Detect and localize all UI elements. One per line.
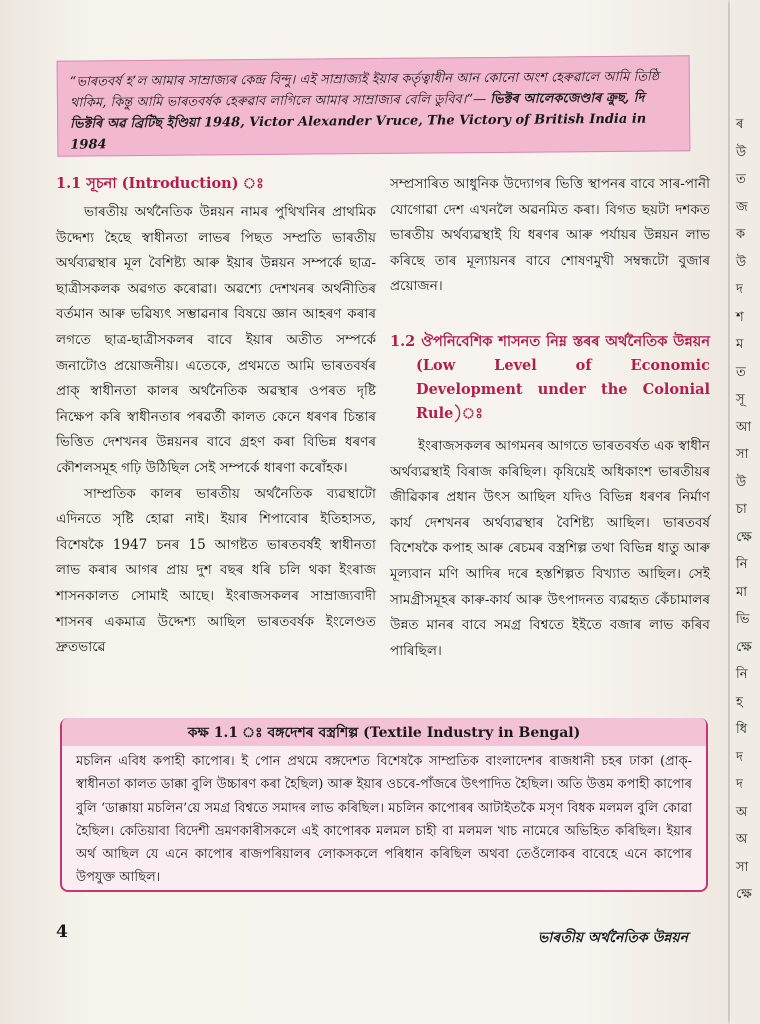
next-page-char: জ bbox=[736, 199, 748, 215]
textile-box bbox=[60, 718, 708, 892]
section-heading-2-assamese: 1.2 ঔপনিবেশিক শাসনত নিম্ন স্তৰৰ অৰ্থনৈতিক উন্নয়ন bbox=[390, 332, 710, 350]
right-column bbox=[390, 172, 710, 664]
next-page-char: চা bbox=[736, 502, 747, 517]
textile-box-body: মচলিন এবিধ কপাহী কাপোৰ। ই পোন প্ৰথমে বঙ্গদেশত বিশেষকৈ সাম্প্ৰতিক বাংলাদেশৰ ৰাজধানী চহৰ ঢাকা (প্ৰাক্-স্বাধীনতা কালত ডাক্কা বুলি উচ্চাৰণ কৰা হৈছিল) আৰু ইয়াৰ ওচৰে-পাঁজৰে উৎপাদিত হৈছিল। অতি উত্তম কপাহী কাপোৰ বুলি ‘ডাক্কায়া মচলিন’য়ে সমগ্ৰ বিশ্বতে সমাদৰ লাভ কৰিছিল। মচলিন কাপোৰৰ আটাইতকৈ মসৃণ বিধক মলমল বুলি কোৱা হৈছিল। কেতিয়াবা বিদেশী ভ্ৰমণকাৰীসকলে এই কাপোৰক মলমল চাহী বা মলমল খাচ নামেৰে অভিহিত কৰিছিল। ইয়াৰ অৰ্থ আছিল যে এনে কাপোৰ ৰাজপৰিয়ালৰ লোকসকলে পৰিধান কৰিছিল অথবা তেওঁলোকৰ বাবেহে এনে কাপোৰ উপযুক্ত আছিল। bbox=[76, 754, 692, 886]
next-page-char: সা bbox=[736, 859, 749, 875]
page-number: 4 bbox=[56, 922, 68, 942]
next-page-char: দ bbox=[736, 282, 743, 297]
section1-paragraph-2-continued: সম্প্ৰসাৰিত আধুনিক উদ্যোগৰ ভিত্তি স্থাপনৰ বাবে সাৰ-পানী যোগোৱা দেশ এখনলৈ অৱনমিত কৰা। বিগত ছয়টা দশকত ভাৰতীয় অৰ্থব্যৱস্থাই যি ধৰণৰ আৰু পৰ্যায়ৰ উন্নয়ন লাভ কৰিছে তাৰ মূল্যায়নৰ বাবে শোষণমুখী সম্বন্ধটো বুজাৰ প্ৰয়োজন। bbox=[390, 176, 710, 295]
next-page-char: উ bbox=[736, 254, 747, 270]
next-page-char: ৰ bbox=[736, 117, 744, 132]
next-page-char: ত bbox=[736, 364, 746, 380]
book-title: ভাৰতীয় অৰ্থনৈতিক উন্নয়ন bbox=[537, 930, 688, 946]
next-page-char: দ bbox=[736, 777, 743, 792]
section-heading-2 bbox=[390, 330, 710, 426]
next-page-char: আ bbox=[736, 419, 752, 435]
next-page-char: ম bbox=[736, 337, 744, 352]
textile-box-title: কক্ষ 1.1 ঃ বঙ্গদেশৰ বস্ত্ৰশিল্প (Textile Industry in Bengal) bbox=[62, 718, 706, 746]
next-page-char: শ bbox=[736, 309, 744, 325]
quote-text: “ভাৰতবৰ্ষ হ’ল আমাৰ সাম্ৰাজ্যৰ কেন্দ্ৰ বিন্দু। এই সাম্ৰাজ্যই ইয়াৰ কৰ্তৃত্বাধীন আন কোনো অংশ হেৰুৱালে আমি তিষ্ঠি থাকিম, কিন্তু আমি ভাৰতবৰ্ষক হেৰুৱাব লাগিলে আমাৰ সাম্ৰাজ্যৰ বেলি ডুবিব।”— bbox=[69, 69, 660, 111]
next-page-char: নি bbox=[736, 557, 748, 572]
next-page-char: মা bbox=[736, 584, 747, 600]
next-page-char: ক্ষে bbox=[736, 529, 752, 545]
section2-paragraph-1: ইংৰাজসকলৰ আগমনৰ আগতে ভাৰতবৰ্ষত এক স্বাধীন অৰ্থব্যৱস্থাই বিৰাজ কৰিছিল। কৃষিয়েই অধিকাংশ ভাৰতীয়ৰ জীৱিকাৰ প্ৰধান উৎস আছিল যদিও বিভিন্ন ধৰণৰ নিৰ্মাণ কাৰ্য দেশখনৰ অৰ্থব্যৱস্থাৰ বৈশিষ্ট্য আছিল। ভাৰতবৰ্ষ বিশেষকৈ কপাহ আৰু ৰেচমৰ বস্ত্ৰশিল্প তথা বিভিন্ন ধাতু আৰু মূল্যবান মণি আদিৰ দৰে হস্তশিল্পত বিখ্যাত আছিল। সেই সামগ্ৰীসমূহৰ কাৰু-কাৰ্য আৰু উৎপাদনত ব্যৱহৃত কেঁচামালৰ উন্নত মানৰ বাবে সমগ্ৰ বিশ্বতে ইইতে বজাৰ লাভ কৰিব পাৰিছিল। bbox=[390, 437, 710, 659]
next-page-char: ক্ষে bbox=[736, 639, 752, 655]
next-page-char: সূ bbox=[736, 392, 745, 407]
section-heading-1: 1.1 সূচনা (Introduction) ঃ bbox=[56, 175, 264, 192]
next-page-char: সা bbox=[736, 447, 749, 462]
next-page-char: ভি bbox=[736, 612, 750, 627]
section-heading-2-english: (Low Level of Economic Development under the Colonial Rule)ঃ bbox=[416, 356, 710, 422]
next-page-char: অ bbox=[736, 804, 748, 820]
next-page-char: দ bbox=[736, 749, 743, 765]
next-page-char: উ bbox=[736, 474, 747, 490]
next-page-char: ধি bbox=[736, 722, 748, 737]
section1-paragraph-1: ভাৰতীয় অৰ্থনৈতিক উন্নয়ন নামৰ পুথিখনিৰ প্ৰাথমিক উদ্দেশ্য হৈছে স্বাধীনতা লাভৰ পিছত সম্প্ৰতি ভাৰতীয় অৰ্থব্যৱস্থাৰ মূল বৈশিষ্ট্য আৰু ইয়াৰ উন্নয়ন সম্পৰ্কে ছাত্ৰ-ছাত্ৰীসকলক অৱগত কৰোৱা। অৱশ্যে দেশখনৰ অৰ্থনীতিৰ বৰ্তমান আৰু ভৱিষ্যৎ সম্ভাৱনাৰ বিষয়ে জ্ঞান আহৰণ কৰাৰ লগতে ছাত্ৰ-ছাত্ৰীসকলৰ বাবে ইয়াৰ অতীত সম্পৰ্কে জনাটোও প্ৰয়োজনীয়। এতেকে, প্ৰথমতে আমি ভাৰতবৰ্ষৰ প্ৰাক্ স্বাধীনতা কালৰ অৰ্থনৈতিক অৱস্থাৰ ওপৰত দৃষ্টি নিক্ষেপ কৰি স্বাধীনতাৰ পৰৱৰ্তী কালত কেনে ধৰণৰ চিন্তাৰ ভিত্তিত দেশখনৰ উন্নয়নৰ বাবে গ্ৰহণ কৰা বিভিন্ন ধৰণৰ কৌশলসমূহ গঢ়ি উঠিছিল সেই সম্পৰ্কে ধাৰণা কৰোঁহক। bbox=[56, 204, 376, 476]
next-page-char: নি bbox=[736, 667, 748, 682]
next-page-char: ত bbox=[736, 172, 746, 187]
section1-paragraph-2: সাম্প্ৰতিক কালৰ ভাৰতীয় অৰ্থনৈতিক ব্যৱস্থাটো এদিনতে সৃষ্টি হোৱা নাই। ইয়াৰ শিপাবোৰ ইতিহাসত, বিশেষকৈ 1947 চনৰ 15 আগষ্টত ভাৰতবৰ্ষই স্বাধীনতা লাভ কৰাৰ আগৰ প্ৰায় দুশ বছৰ ধৰি চলি থকা ইংৰাজ শাসনকালত সোমাই আছে। ইংৰাজসকলৰ সাম্ৰাজ্যবাদী শাসনৰ একমাত্ৰ উদ্দেশ্য আছিল ভাৰতবৰ্ষক ইংলেণ্ডত দ্ৰুতভাৱে bbox=[56, 485, 376, 656]
next-page-char: হ bbox=[736, 694, 743, 710]
next-page-char: ক bbox=[736, 227, 746, 242]
quote-box bbox=[57, 55, 691, 157]
next-page-edge bbox=[730, 0, 760, 1024]
quote-source: ভিক্টৰ আলেকজেণ্ডাৰ ক্ৰুছ, দি ভিক্টৰি অৱ ব্ৰিটিছ ইণ্ডিয়া 1948, Victor Alexander Vruce, The Victory of British India in 1984 bbox=[70, 90, 647, 153]
next-page-char: উ bbox=[736, 144, 747, 160]
next-page-char: ক্ষে bbox=[736, 887, 752, 902]
next-page-char: অ bbox=[736, 832, 748, 847]
left-column bbox=[56, 172, 376, 661]
